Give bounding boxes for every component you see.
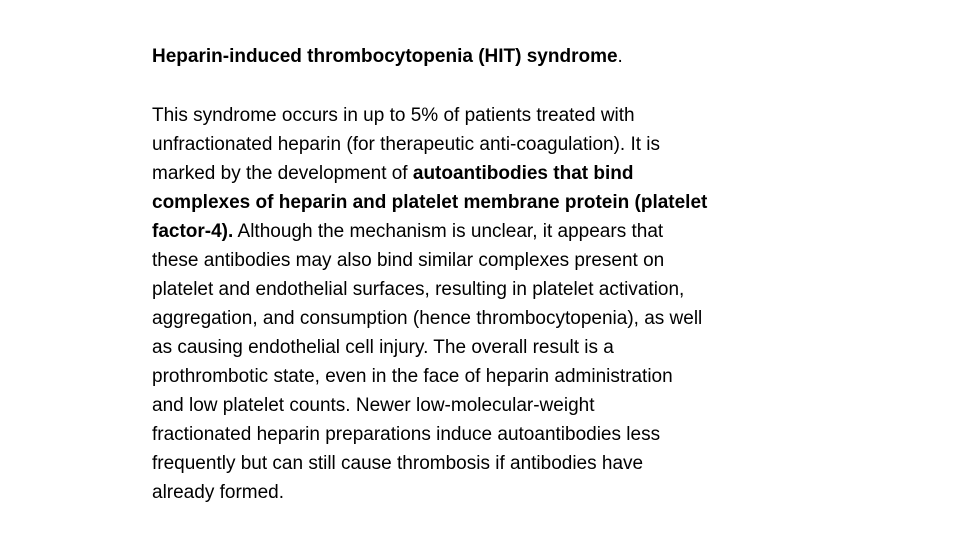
paragraph-line-3 (152, 159, 812, 188)
paragraph-line-6 (152, 246, 812, 275)
paragraph-line-14 (152, 478, 812, 507)
paragraph-line-7 (152, 275, 812, 304)
paragraph-line-10 (152, 362, 812, 391)
line-text: This syndrome occurs in up to 5% of patients treated with (152, 105, 635, 126)
slide-title (152, 43, 812, 71)
body-paragraph (152, 101, 812, 507)
line-text: and low platelet counts. Newer low-molecular-weight (152, 395, 595, 416)
paragraph-line-11 (152, 391, 812, 420)
line-text: already formed. (152, 482, 285, 503)
paragraph-line-4 (152, 188, 812, 217)
paragraph-line-12 (152, 420, 812, 449)
paragraph-line-13 (152, 449, 812, 478)
paragraph-line-1 (152, 101, 812, 130)
line-text: platelet and endothelial surfaces, resulting in platelet activation, (152, 279, 685, 300)
paragraph-line-9 (152, 333, 812, 362)
line-text: Although the mechanism is unclear, it appears that (233, 221, 664, 242)
line-text: these antibodies may also bind similar complexes present on (152, 250, 665, 271)
paragraph-line-5 (152, 217, 812, 246)
line-bold-text: complexes of heparin and platelet membrane protein (platelet (152, 192, 708, 213)
line-bold-text: autoantibodies that bind (412, 163, 634, 184)
line-text: fractionated heparin preparations induce autoantibodies less (152, 424, 661, 445)
slide-title-bold: Heparin-induced thrombocytopenia (HIT) syndrome (152, 46, 618, 67)
line-text: as causing endothelial cell injury. The overall result is a (152, 337, 614, 358)
paragraph-line-8 (152, 304, 812, 333)
slide-title-suffix: . (617, 46, 623, 67)
slide-content (152, 43, 812, 507)
line-text: unfractionated heparin (for therapeutic anti-coagulation). It is (152, 134, 661, 155)
line-bold-text: factor-4). (152, 221, 234, 242)
line-text: aggregation, and consumption (hence thrombocytopenia), as well (152, 308, 703, 329)
line-text: frequently but can still cause thrombosis if antibodies have (152, 453, 644, 474)
line-text: prothrombotic state, even in the face of heparin administration (152, 366, 673, 387)
paragraph-line-2 (152, 130, 812, 159)
line-text: marked by the development of (152, 163, 413, 184)
